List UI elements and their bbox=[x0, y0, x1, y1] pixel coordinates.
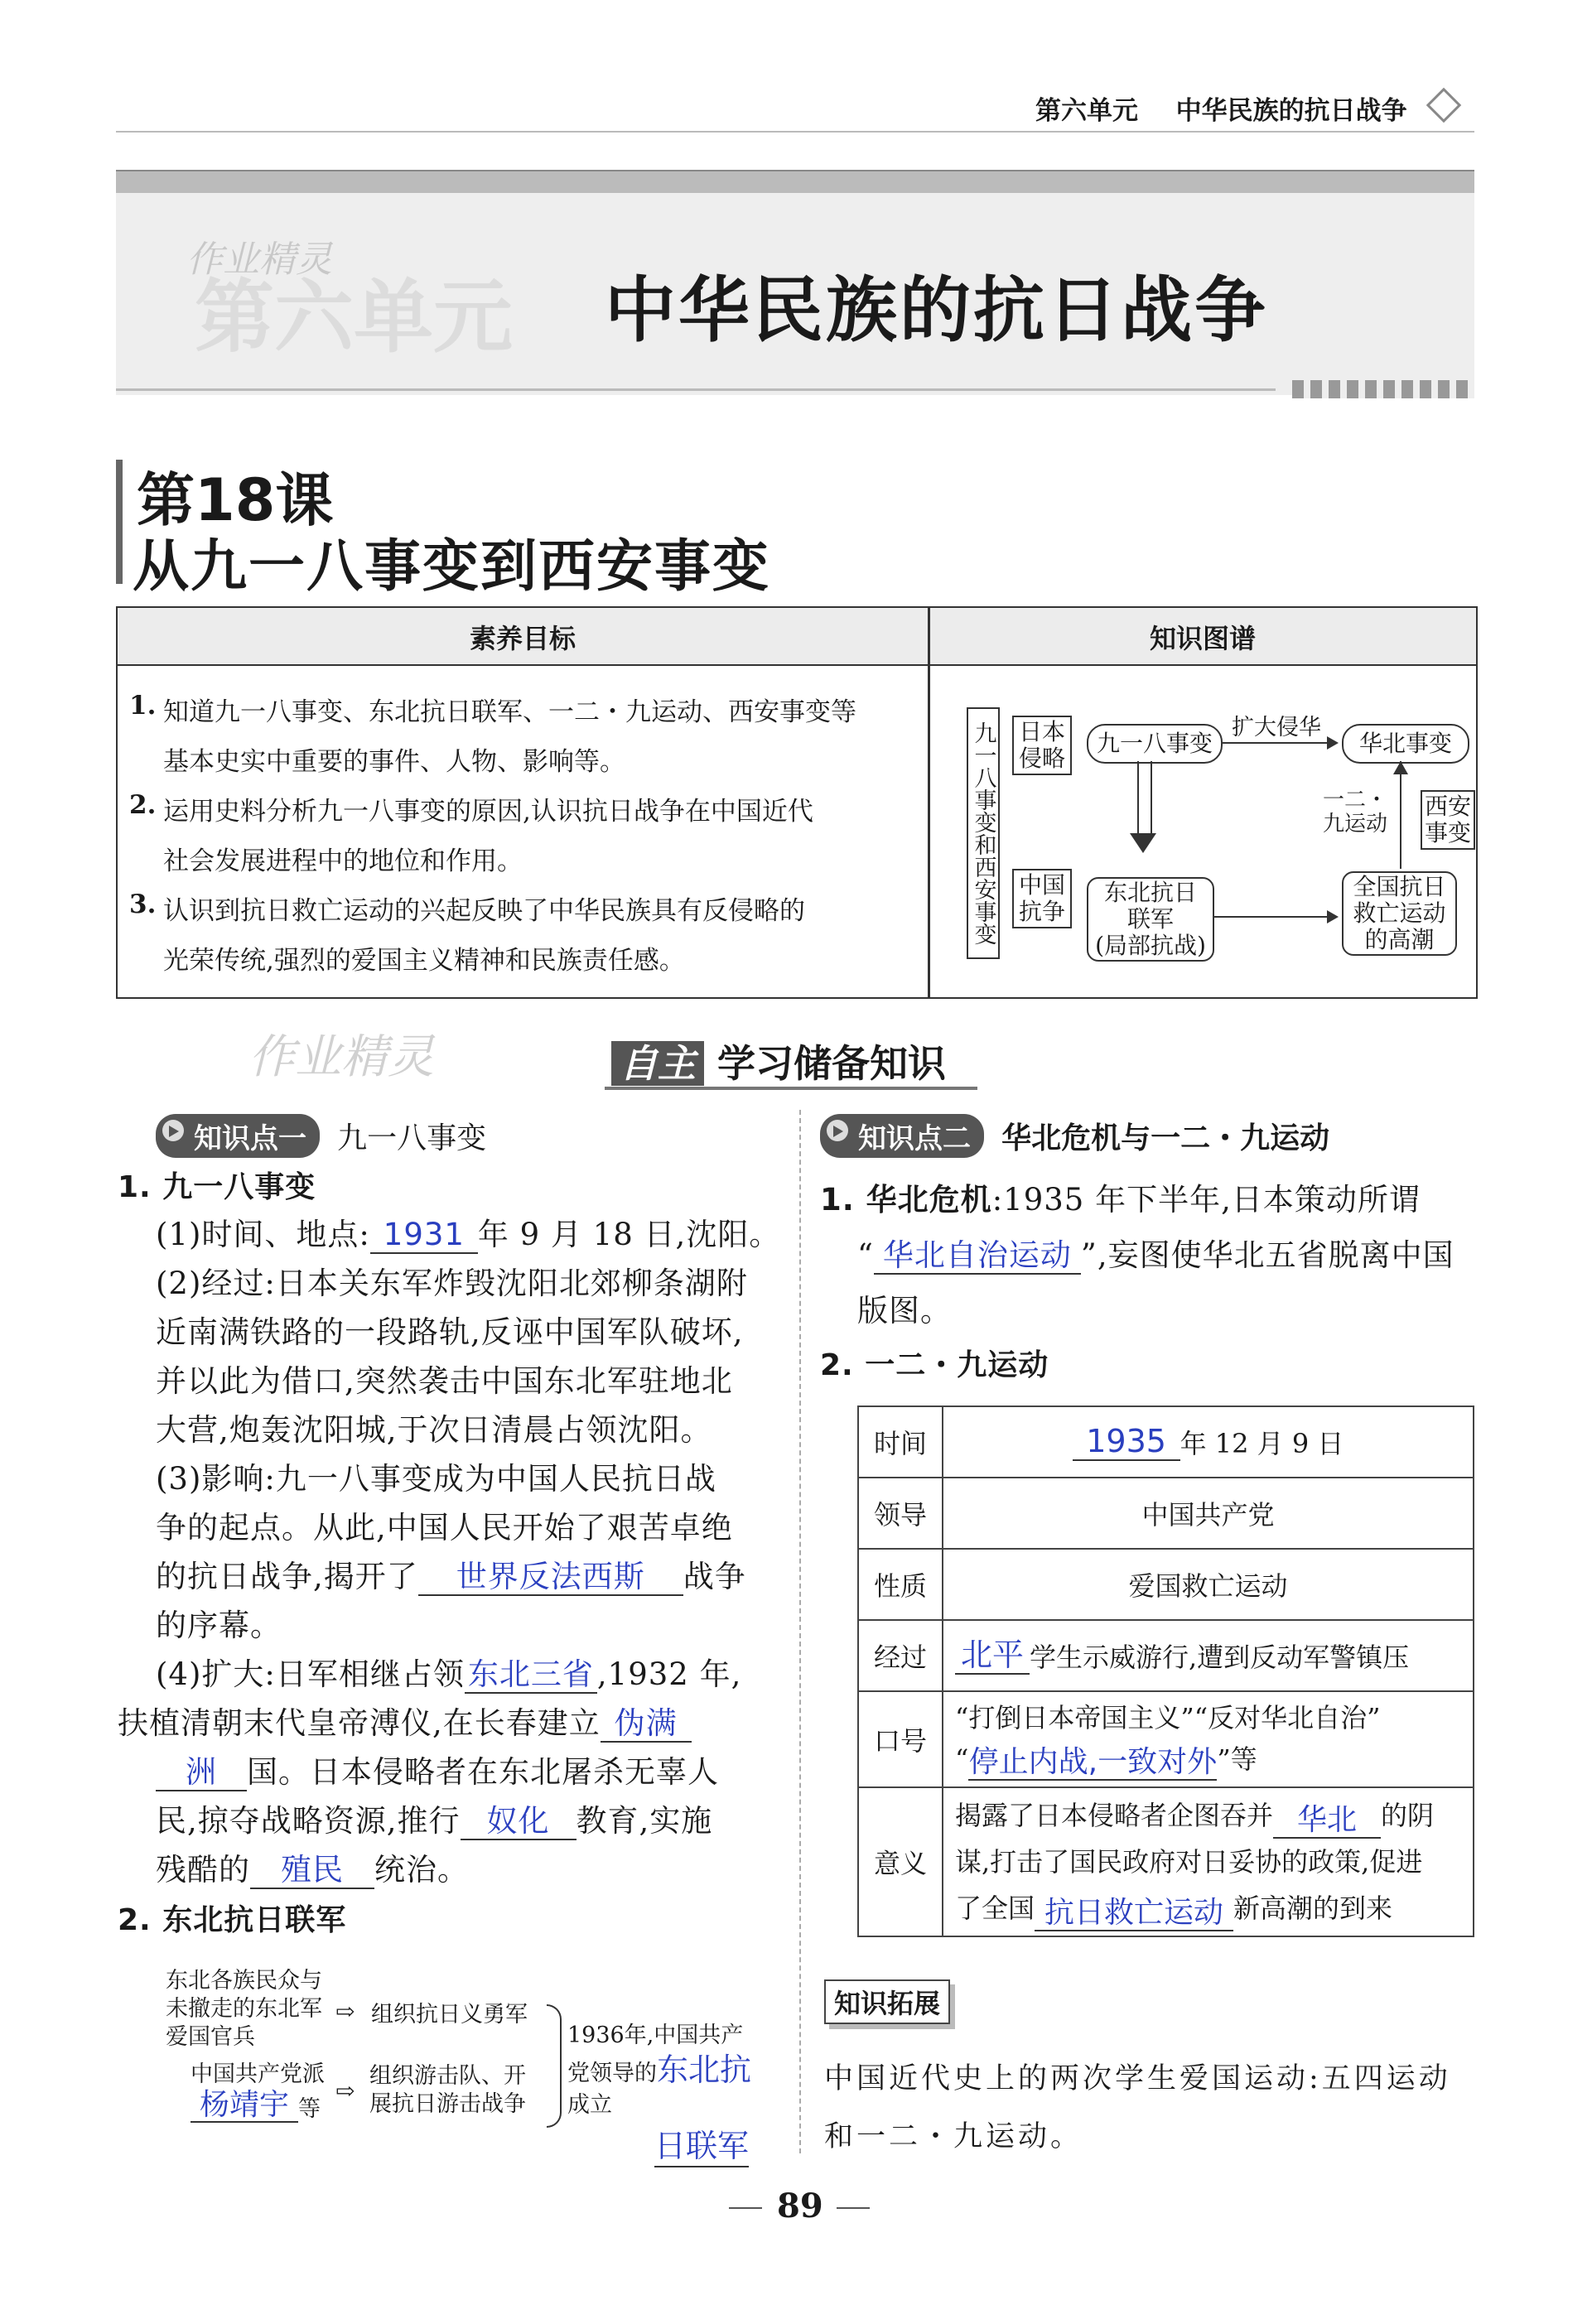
left-p4-pre: 残酷的 bbox=[156, 1852, 250, 1888]
flow-volunteer: 组织抗日义勇军 bbox=[371, 2002, 528, 2027]
right-h2: 2. 一二・九运动 bbox=[820, 1348, 1049, 1382]
left-time-line bbox=[156, 1209, 780, 1254]
flow-line: 1936年,中国共产 bbox=[567, 2023, 744, 2048]
map-incident bbox=[1087, 724, 1223, 764]
left-p4-answer2b: 洲 bbox=[156, 1756, 247, 1791]
table-label: 意义 bbox=[858, 1787, 943, 1936]
flow-answer-yang: 杨靖宇 bbox=[191, 2089, 298, 2124]
goals-col1-header: 素养目标 bbox=[469, 623, 576, 654]
left-p4-line bbox=[118, 1698, 692, 1743]
table-cell bbox=[943, 1620, 1474, 1691]
goal-line: 运用史料分析九一八事变的原因,认识抗日战争在中国近代 bbox=[163, 797, 813, 827]
map-aggression bbox=[1012, 716, 1072, 775]
section-heading bbox=[611, 1034, 946, 1088]
left-p3-line: 争的起点。从此,中国人民开始了艰苦卓绝 bbox=[156, 1510, 733, 1545]
left-p4-pre: 扶植清朝末代皇帝溥仪,在长春建立 bbox=[118, 1705, 601, 1741]
table-answer-year: 1935 bbox=[1073, 1425, 1180, 1461]
map-movement-label bbox=[1314, 788, 1397, 836]
map-army-line: 联军 bbox=[1126, 904, 1174, 933]
flow-brace bbox=[547, 2004, 562, 2128]
flow-line: 等 bbox=[298, 2095, 321, 2122]
kp2-heading bbox=[820, 1114, 1329, 1158]
map-aggression-label: 日本侵略 bbox=[1018, 717, 1065, 772]
left-p4-line bbox=[156, 1796, 712, 1840]
column-divider bbox=[799, 1110, 801, 2153]
lesson-bar bbox=[116, 460, 123, 584]
left-p4-post: 统治。 bbox=[374, 1852, 469, 1888]
map-up-arrow bbox=[1400, 761, 1401, 869]
table-text: ”等 bbox=[1217, 1743, 1257, 1775]
table-label: 经过 bbox=[858, 1620, 943, 1691]
flow-guerrilla bbox=[369, 2062, 526, 2119]
table-label: 领导 bbox=[858, 1478, 943, 1549]
left-p4-answer2a: 伪满 bbox=[601, 1707, 692, 1743]
banner-top-stripe bbox=[116, 171, 1474, 193]
kp2-title: 华北危机与一二・九运动 bbox=[1001, 1121, 1330, 1155]
right-h1-text: :1935 年下半年,日本策动所谓 bbox=[991, 1182, 1421, 1217]
table-cell: 中国共产党 bbox=[943, 1478, 1474, 1549]
left-p4-answer4: 殖民 bbox=[250, 1854, 374, 1889]
right-h1-answer: 华北自治运动 bbox=[874, 1239, 1081, 1275]
banner-stripes bbox=[1292, 380, 1474, 398]
header-unit: 第六单元 bbox=[1035, 96, 1138, 126]
page-number-rule bbox=[729, 2207, 762, 2209]
banner-unit-big: 第六单元 bbox=[195, 271, 513, 364]
map-xian-label: 西安事变 bbox=[1424, 792, 1471, 846]
table-row bbox=[858, 1620, 1474, 1691]
left-h2: 2. 东北抗日联军 bbox=[118, 1903, 347, 1937]
map-down-arrow-head bbox=[1130, 833, 1156, 853]
map-climax-line: 救亡运动 bbox=[1353, 899, 1446, 927]
unit-banner bbox=[116, 170, 1474, 395]
goals-table bbox=[116, 606, 1478, 999]
goal-line: 社会发展进程中的地位和作用。 bbox=[163, 846, 523, 876]
section-title: 学习储备知识 bbox=[717, 1041, 947, 1086]
left-time-answer: 1931 bbox=[370, 1218, 478, 1254]
map-north bbox=[1342, 724, 1469, 764]
goal-num: 3. bbox=[129, 890, 157, 919]
map-climax-line: 全国抗日 bbox=[1353, 872, 1446, 900]
left-p3-answer: 世界反法西斯 bbox=[418, 1560, 683, 1596]
left-time-pre: (1)时间、地点: bbox=[156, 1217, 370, 1252]
left-p3-line: (3)影响:九一八事变成为中国人民抗日战 bbox=[156, 1461, 716, 1497]
left-p4-answer3: 奴化 bbox=[461, 1805, 576, 1840]
map-resistance bbox=[1012, 869, 1072, 928]
map-side-box bbox=[967, 707, 1000, 959]
flow-source2 bbox=[191, 2061, 325, 2123]
section-watermark: 作业精灵 bbox=[248, 1030, 434, 1084]
goal-line: 知道九一八事变、东北抗日联军、一二・九运动、西安事变等 bbox=[163, 697, 856, 727]
table-text: 了全国 bbox=[955, 1892, 1035, 1924]
right-h1-line bbox=[820, 1174, 1421, 1219]
flow-line: 成立 bbox=[567, 2092, 612, 2119]
left-p2-line: 并以此为借口,突然袭击中国东北军驻地北 bbox=[156, 1363, 733, 1399]
map-side-label: 九一八事变和西安事变 bbox=[970, 721, 996, 945]
right-h1-post: ”,妄图使华北五省脱离中国 bbox=[1080, 1237, 1455, 1273]
table-label: 口号 bbox=[858, 1691, 943, 1787]
map-army-line: (局部抗战) bbox=[1095, 932, 1206, 960]
extension-line: 和一二・九运动。 bbox=[824, 2120, 1083, 2153]
flow-result bbox=[567, 2021, 751, 2120]
map-incident-label: 九一八事变 bbox=[1096, 729, 1213, 757]
left-p4-post: 教育,实施 bbox=[576, 1803, 713, 1839]
extension-line: 中国近代史上的两次学生爱国运动:五四运动 bbox=[824, 2062, 1451, 2095]
table-label: 性质 bbox=[858, 1549, 943, 1620]
map-arrow-expand bbox=[1221, 742, 1337, 744]
table-row bbox=[858, 1478, 1474, 1549]
left-p2-line: 近南满铁路的一段路轨,反诬中国军队破坏, bbox=[156, 1314, 744, 1350]
table-cell: 爱国救亡运动 bbox=[943, 1549, 1474, 1620]
extension-tag: 知识拓展 bbox=[824, 1979, 950, 2024]
table-row bbox=[858, 1406, 1474, 1478]
table-row bbox=[858, 1787, 1474, 1936]
flow-line: 中国共产党派 bbox=[191, 2061, 325, 2087]
table-text: 新高潮的到来 bbox=[1233, 1892, 1393, 1924]
lesson-title: 从九一八事变到西安事变 bbox=[133, 534, 771, 600]
left-p4-line bbox=[156, 1844, 469, 1889]
right-h1-line: 版图。 bbox=[857, 1293, 952, 1328]
left-p3-pre: 的抗日战争,揭开了 bbox=[156, 1559, 418, 1594]
banner-watermark: 作业精灵 bbox=[186, 239, 332, 281]
map-army-line: 东北抗日 bbox=[1103, 878, 1197, 906]
goals-divider bbox=[928, 608, 930, 997]
table-text: “打倒日本帝国主义”“反对华北自治” bbox=[955, 1702, 1381, 1734]
table-row bbox=[858, 1691, 1474, 1787]
header-unit-title: 中华民族的抗日战争 bbox=[1175, 96, 1407, 126]
goal-line: 认识到抗日救亡运动的兴起反映了中华民族具有反侵略的 bbox=[163, 896, 805, 926]
flow-line: 未撤走的东北军 bbox=[166, 1995, 322, 2022]
kp1-tag: 知识点一 bbox=[156, 1114, 320, 1158]
flow-line: 组织游击队、开 bbox=[369, 2063, 526, 2089]
kp1-title: 九一八事变 bbox=[337, 1121, 487, 1155]
table-text: 谋,打击了国民政府对日妥协的政策,促进 bbox=[955, 1846, 1423, 1878]
map-resistance-label: 中国抗争 bbox=[1018, 870, 1065, 925]
flow-source1 bbox=[166, 1967, 322, 2051]
table-text: 学生示威游行,遭到反动军警镇压 bbox=[1030, 1642, 1410, 1673]
flow-line: 爱国官兵 bbox=[166, 2023, 255, 2050]
left-p4-pre: (4)扩大:日军相继占领 bbox=[156, 1656, 465, 1692]
flow-line: 党领导的 bbox=[567, 2061, 657, 2087]
left-p3-line: 的序幕。 bbox=[156, 1608, 282, 1643]
left-p2-line: 大营,炮轰沈阳城,于次日清晨占领沈阳。 bbox=[156, 1412, 712, 1448]
map-climax bbox=[1342, 871, 1457, 956]
banner-title: 中华民族的抗日战争 bbox=[605, 268, 1268, 352]
flow-answer-army2: 日联军 bbox=[654, 2120, 749, 2167]
left-p4-post: 国。日本侵略者在东北屠杀无辜人 bbox=[247, 1754, 719, 1790]
map-north-label: 华北事变 bbox=[1358, 729, 1452, 757]
flow-line: 东北各族民众与 bbox=[166, 1968, 322, 1994]
left-p3-post: 战争 bbox=[683, 1559, 746, 1594]
table-text: 的阴 bbox=[1381, 1800, 1435, 1831]
page-number: 89 bbox=[777, 2187, 823, 2225]
left-p4-line bbox=[156, 1747, 719, 1791]
left-p4-pre: 民,掠夺战略资源,推行 bbox=[156, 1803, 461, 1839]
table-row bbox=[858, 1549, 1474, 1620]
lesson-number: 第18课 bbox=[137, 466, 334, 534]
table-text: 揭露了日本侵略者企图吞并 bbox=[955, 1800, 1274, 1831]
map-climax-line: 的高潮 bbox=[1364, 926, 1435, 954]
header-rule bbox=[116, 131, 1474, 133]
goal-num: 2. bbox=[129, 790, 157, 820]
table-cell bbox=[943, 1406, 1474, 1478]
map-expand-label: 扩大侵华 bbox=[1232, 715, 1321, 740]
section-prefix: 自主 bbox=[611, 1041, 704, 1086]
page-number-rule bbox=[837, 2207, 870, 2209]
right-h1-label: 1. 华北危机 bbox=[820, 1182, 992, 1217]
right-h1-line: “ 华北自治运动 ”,妄图使华北五省脱离中国 bbox=[857, 1237, 1455, 1274]
running-header bbox=[1035, 89, 1407, 127]
left-p4-post: ,1932 年, bbox=[596, 1656, 742, 1692]
left-p2-line: (2)经过:日本关东军炸毁沈阳北郊柳条湖附 bbox=[156, 1266, 748, 1301]
left-p4-line bbox=[156, 1649, 741, 1694]
goal-line: 基本史实中重要的事件、人物、影响等。 bbox=[163, 747, 625, 777]
goal-line: 光荣传统,强烈的爱国主义精神和民族责任感。 bbox=[163, 946, 685, 976]
left-p4-answer1: 东北三省 bbox=[465, 1658, 597, 1694]
map-down-arrow bbox=[1137, 761, 1152, 836]
table-label: 时间 bbox=[858, 1406, 943, 1478]
table-answer-beiping: 北平 bbox=[955, 1638, 1030, 1675]
header-diamond-icon bbox=[1426, 88, 1461, 123]
left-h1: 1. 九一八事变 bbox=[118, 1170, 316, 1204]
section-underline bbox=[605, 1087, 977, 1090]
table-answer-climax: 抗日救亡运动 bbox=[1035, 1897, 1233, 1931]
map-arrow-climax bbox=[1213, 916, 1337, 918]
flow-line: 展抗日游击战争 bbox=[369, 2090, 526, 2117]
flow-answer-army1: 东北抗 bbox=[657, 2052, 752, 2089]
map-up-arrow-head bbox=[1393, 761, 1408, 774]
left-p3-line bbox=[156, 1551, 746, 1596]
left-time-post: 年 9 月 18 日,沈阳。 bbox=[477, 1217, 781, 1252]
flow-arrow-icon: ⇨ bbox=[335, 1998, 355, 2025]
table-text: 年 12 月 9 日 bbox=[1180, 1428, 1344, 1459]
goals-col2-header: 知识图谱 bbox=[1149, 623, 1256, 654]
table-cell bbox=[943, 1787, 1474, 1936]
table-answer-north: 华北 bbox=[1273, 1804, 1381, 1839]
table-cell: “打倒日本帝国主义”“反对华北自治” “停止内战,一致对外”等 bbox=[943, 1691, 1474, 1787]
banner-bottom-rule bbox=[116, 388, 1276, 391]
table-answer-slogan: 停止内战,一致对外 bbox=[968, 1745, 1218, 1779]
map-xian bbox=[1421, 790, 1475, 850]
kp1-heading bbox=[156, 1114, 486, 1158]
goal-num: 1. bbox=[129, 691, 157, 721]
map-army bbox=[1087, 877, 1214, 962]
map-movement-text: 一二・九运动 bbox=[1322, 788, 1387, 837]
kp2-tag: 知识点二 bbox=[820, 1114, 984, 1158]
flow-arrow-icon: ⇨ bbox=[335, 2077, 355, 2105]
movement-table bbox=[857, 1405, 1474, 1937]
